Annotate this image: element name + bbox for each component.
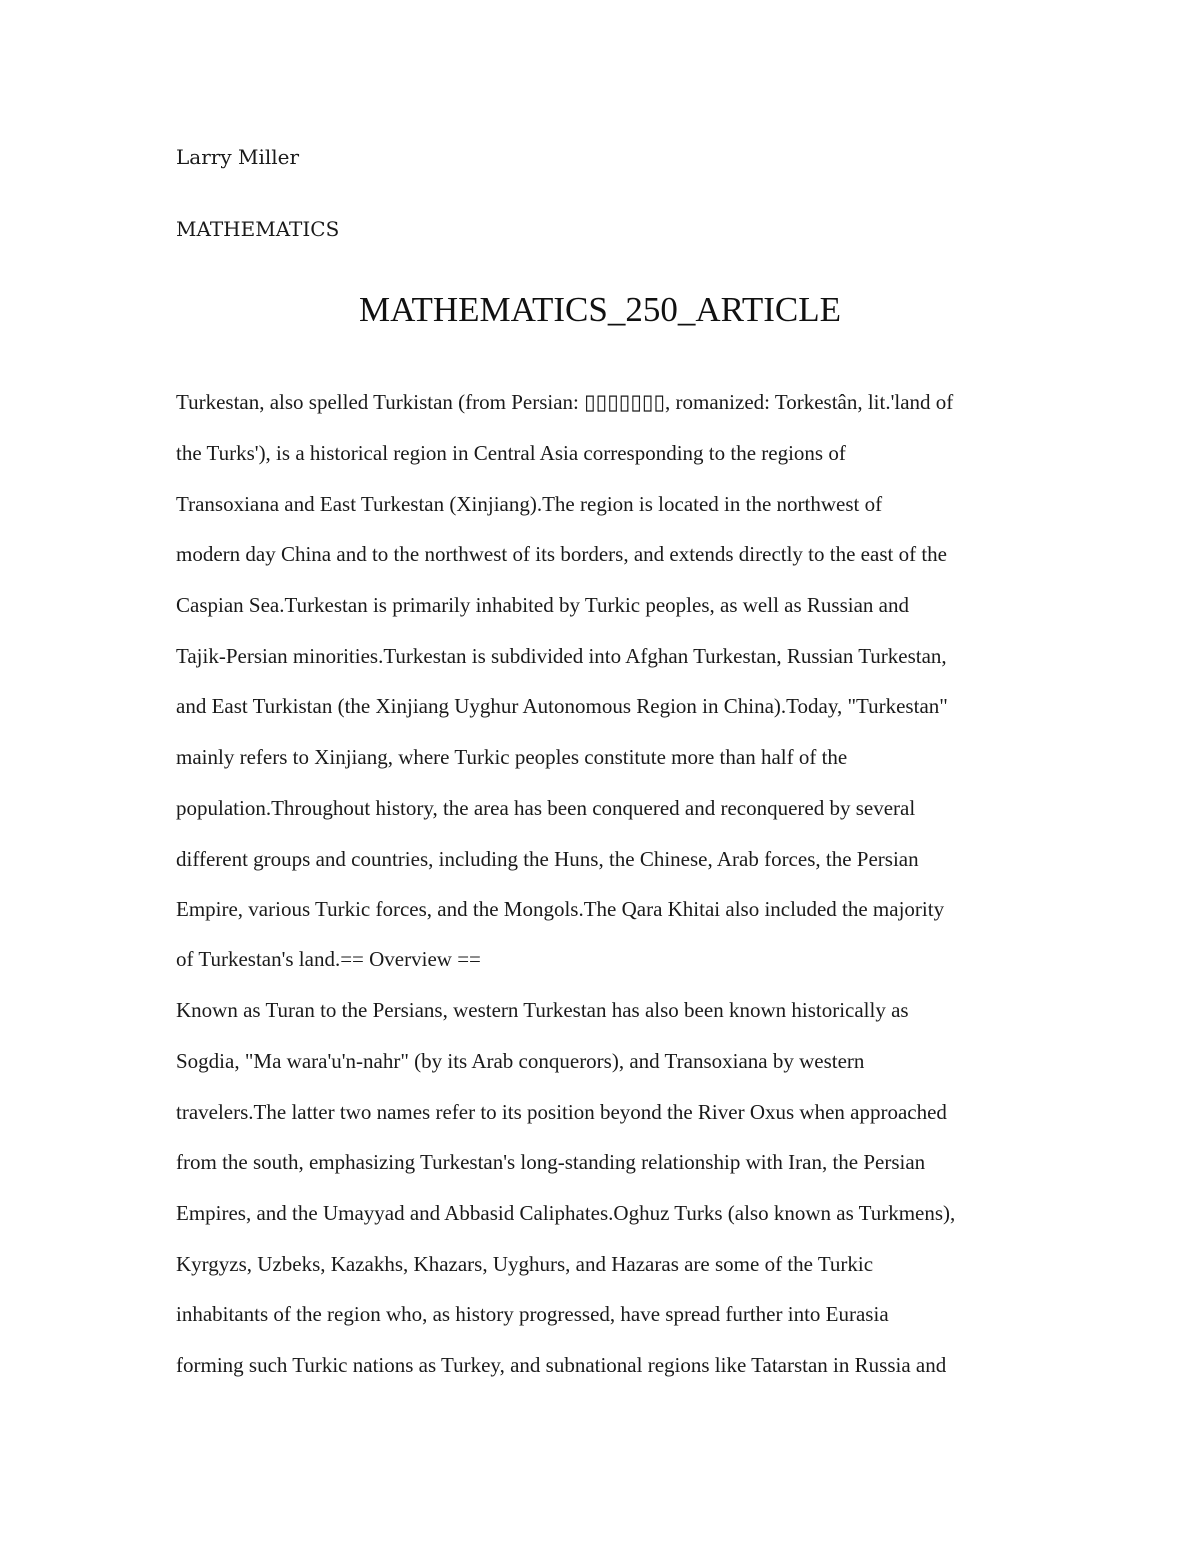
body-line: Caspian Sea.Turkestan is primarily inhabited by Turkic peoples, as well as Russian and	[176, 593, 909, 617]
body-line: mainly refers to Xinjiang, where Turkic peoples constitute more than half of the	[176, 745, 848, 769]
body-line: Empire, various Turkic forces, and the Mongols.The Qara Khitai also included the majority	[176, 897, 945, 921]
body-line: of Turkestan's land.== Overview ==	[176, 947, 481, 971]
body-line: and East Turkistan (the Xinjiang Uyghur Autonomous Region in China).Today, "Turkestan"	[176, 694, 948, 718]
author-name: Larry Miller	[176, 145, 300, 169]
body-line: Tajik-Persian minorities.Turkestan is subdivided into Afghan Turkestan, Russian Turkestan,	[176, 644, 947, 668]
body-line: Kyrgyzs, Uzbeks, Kazakhs, Khazars, Uyghurs, and Hazaras are some of the Turkic	[176, 1252, 874, 1276]
body-line: Known as Turan to the Persians, western Turkestan has also been known historically as	[176, 998, 909, 1022]
body-line: modern day China and to the northwest of its borders, and extends directly to the east of the	[176, 542, 947, 566]
body-line: forming such Turkic nations as Turkey, and subnational regions like Tatarstan in Russia and	[176, 1353, 947, 1377]
body-line: population.Throughout history, the area has been conquered and reconquered by several	[176, 796, 916, 820]
body-line: inhabitants of the region who, as history progressed, have spread further into Eurasia	[176, 1302, 889, 1326]
body-line: Turkestan, also spelled Turkistan (from Persian: ▯▯▯▯▯▯▯, romanized: Torkestân, lit.'land of	[176, 390, 954, 414]
body-line: Sogdia, "Ma wara'u'n-nahr" (by its Arab conquerors), and Transoxiana by western	[176, 1049, 865, 1073]
body-line: travelers.The latter two names refer to its position beyond the River Oxus when approached	[176, 1100, 947, 1124]
course-name: MATHEMATICS	[176, 217, 340, 241]
document-title: MATHEMATICS_250_ARTICLE	[358, 290, 842, 329]
body-line: Transoxiana and East Turkestan (Xinjiang).The region is located in the northwest of	[176, 492, 883, 516]
body-line: different groups and countries, including the Huns, the Chinese, Arab forces, the Persian	[176, 847, 919, 871]
body-line: the Turks'), is a historical region in Central Asia corresponding to the regions of	[176, 441, 846, 465]
body-line: from the south, emphasizing Turkestan's long-standing relationship with Iran, the Persian	[176, 1150, 926, 1174]
body-line: Empires, and the Umayyad and Abbasid Caliphates.Oghuz Turks (also known as Turkmens),	[176, 1201, 956, 1225]
